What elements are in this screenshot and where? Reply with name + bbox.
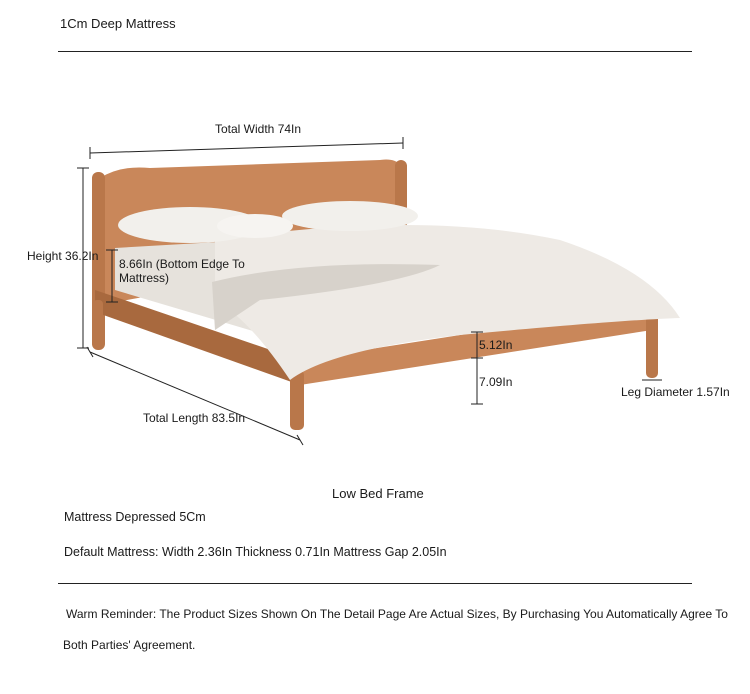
total-width-label: Total Width 74In: [215, 122, 302, 136]
width-dimension-line: [90, 143, 403, 153]
diagram-caption: Low Bed Frame: [332, 486, 424, 501]
leg-diameter-label: Leg Diameter 1.57In: [621, 385, 730, 399]
total-length-label: Total Length 83.5In: [143, 411, 246, 425]
default-mattress-note: Default Mattress: Width 2.36In Thickness 0.71In Mattress Gap 2.05In: [64, 545, 447, 559]
height-label: Height 36.2In: [27, 249, 99, 263]
bottom-edge-label: 8.66In (Bottom Edge To Mattress): [119, 257, 245, 285]
clearance-label: 7.09In: [479, 375, 513, 389]
mattress-depressed-note: Mattress Depressed 5Cm: [64, 510, 206, 524]
reminder-line-2: Both Parties' Agreement.: [63, 638, 196, 652]
page-title: 1Cm Deep Mattress: [60, 16, 176, 31]
bottom-divider: [58, 583, 692, 584]
reminder-line-1: Warm Reminder: The Product Sizes Shown On The Detail Page Are Actual Sizes, By Purchasing You Automatically Agree To: [66, 607, 728, 621]
rail-height-label: 5.12In: [479, 338, 513, 352]
